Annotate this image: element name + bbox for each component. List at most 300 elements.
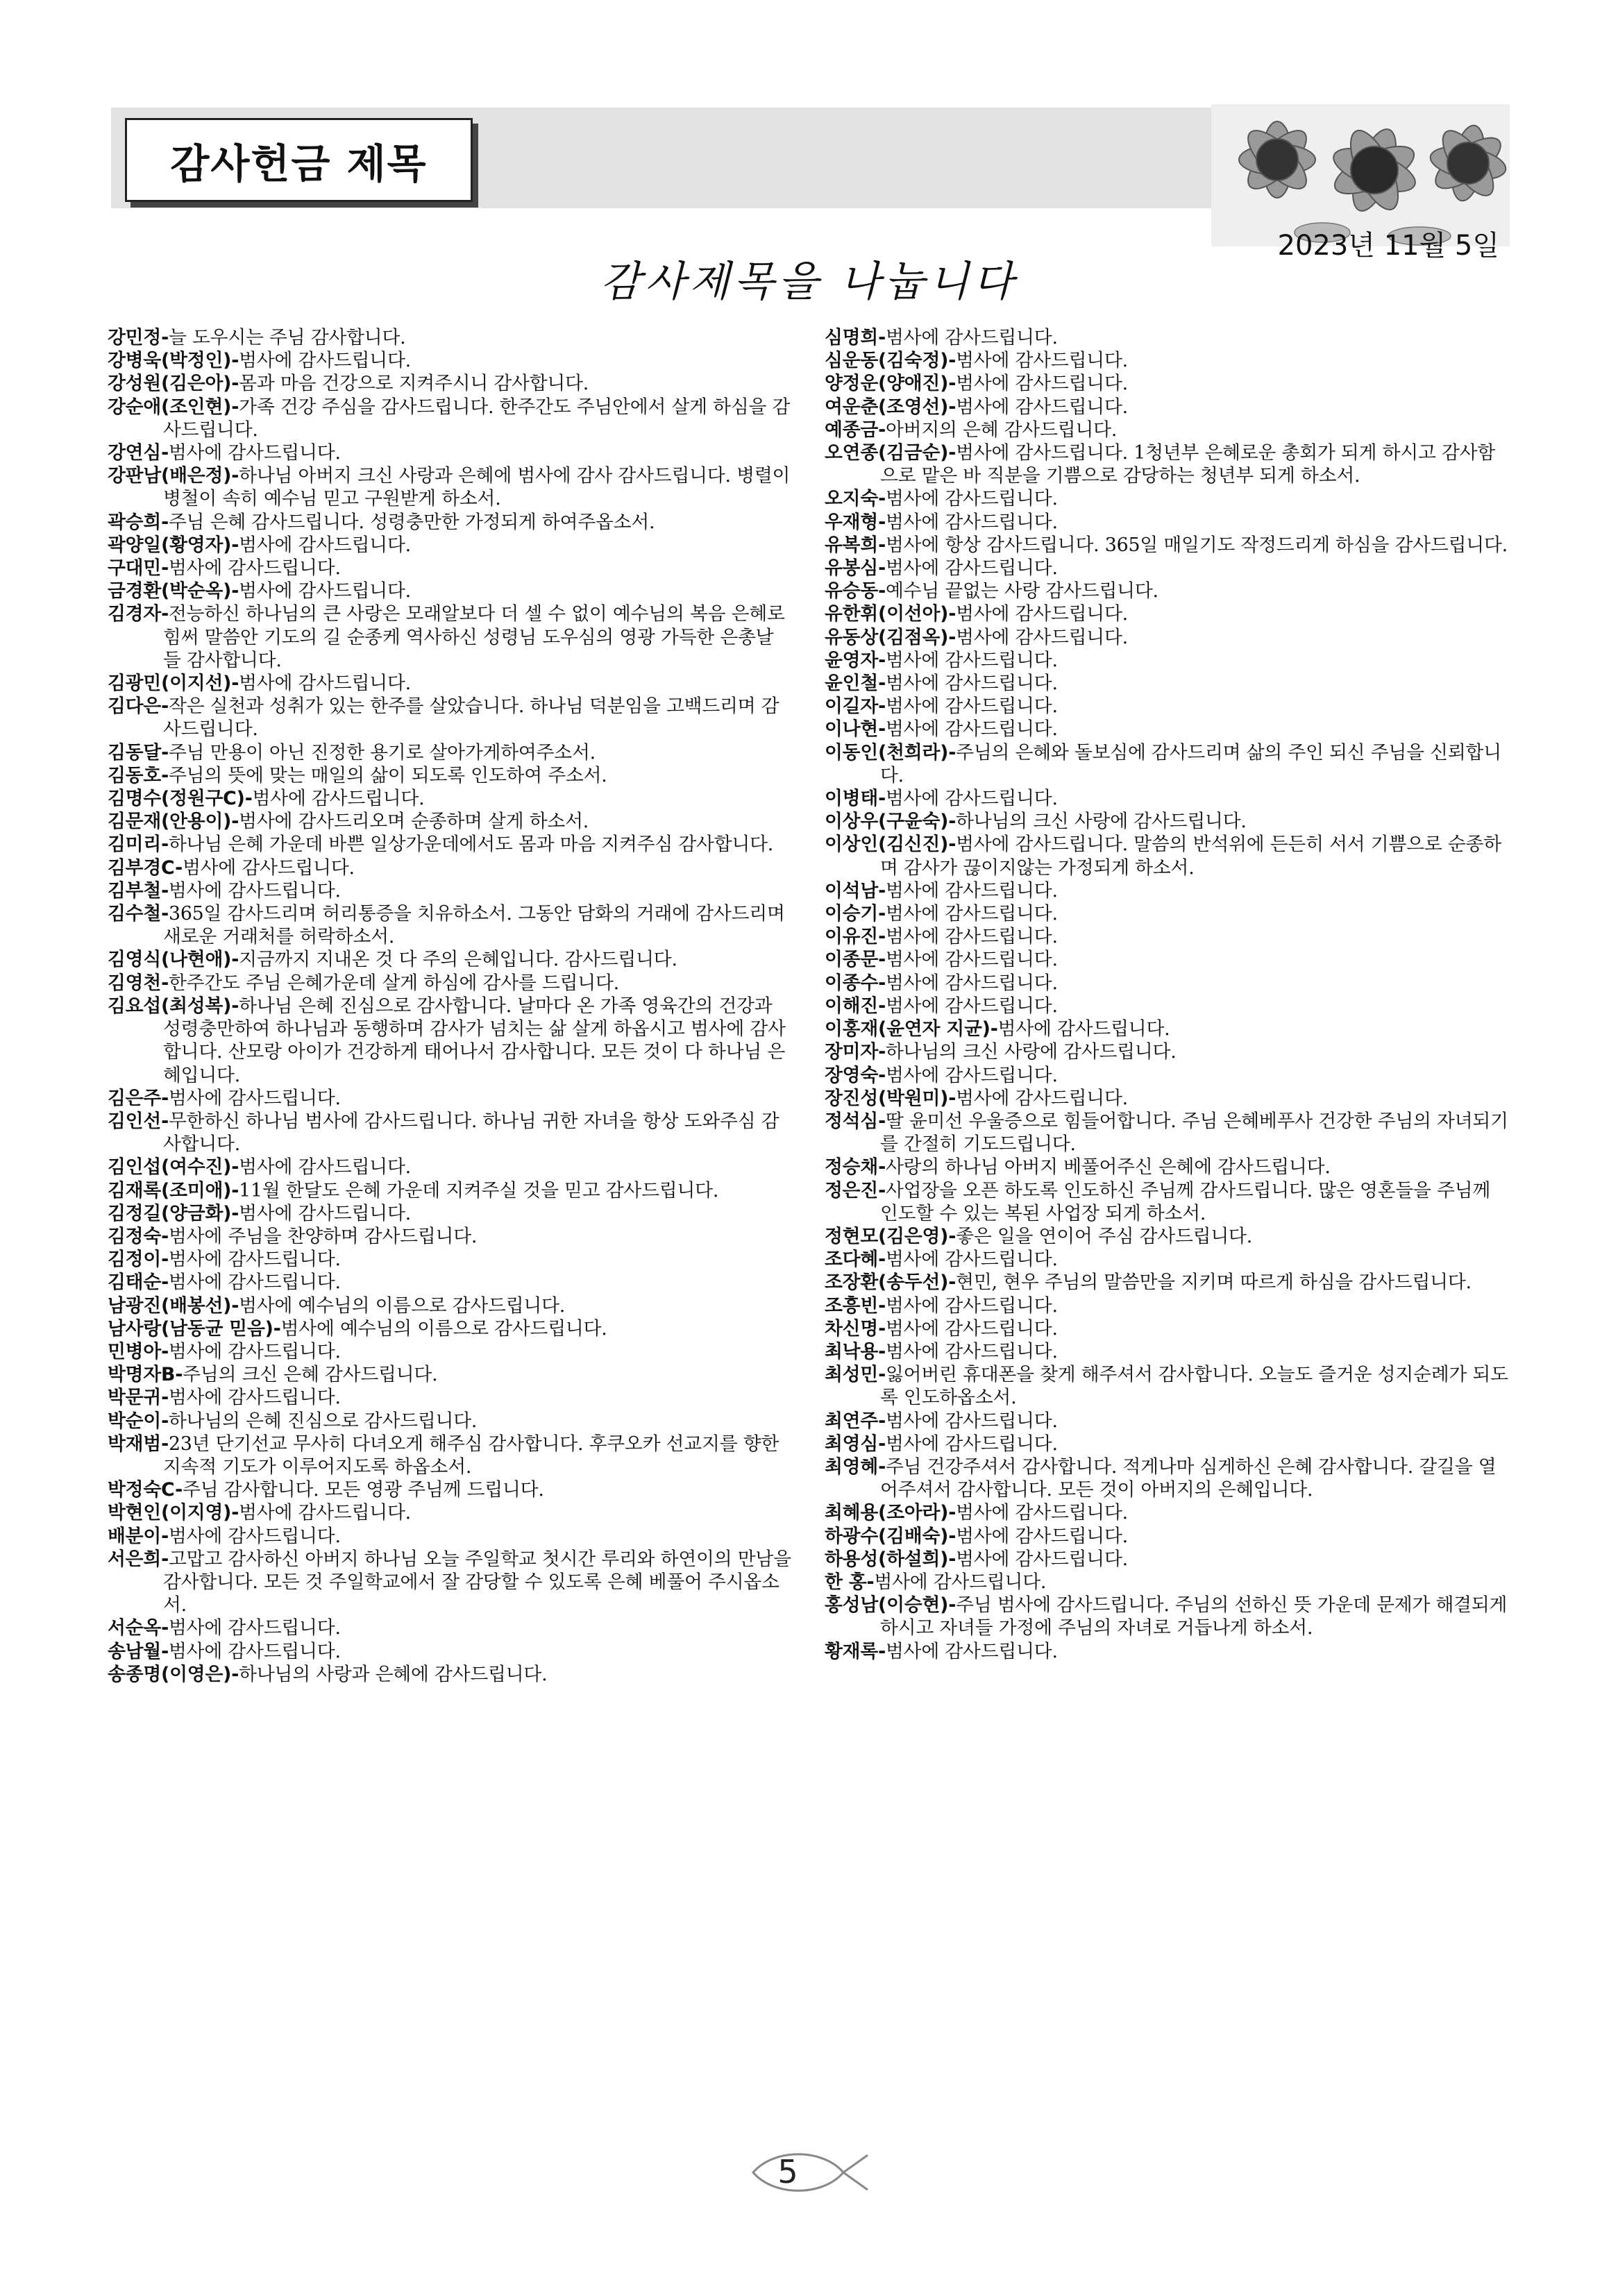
list-item	[825, 1156, 1508, 1179]
separator: -	[231, 811, 239, 833]
thanks-text: 범사에 감사드립니다.	[956, 603, 1128, 625]
donor-name: 조흥빈	[825, 1294, 879, 1317]
thanks-text: 범사에 감사드립니다.	[885, 1433, 1058, 1455]
list-item	[108, 1433, 791, 1478]
separator: -	[231, 373, 239, 395]
donor-name: 송종명(이영은)	[108, 1663, 232, 1685]
separator: -	[866, 1571, 875, 1593]
thanks-text: 아버지의 은혜 감사드립니다.	[885, 419, 1118, 441]
list-item	[108, 972, 791, 995]
separator: -	[878, 1410, 886, 1432]
thanks-text: 범사에 항상 감사드립니다. 365일 매일기도 작정드리게 하심을 감사드립니다.	[885, 534, 1508, 556]
list-item	[825, 1548, 1508, 1571]
thanks-text: 범사에 감사드립니다.	[885, 488, 1058, 510]
list-item	[825, 833, 1508, 879]
separator: -	[878, 649, 886, 671]
separator: -	[161, 327, 169, 348]
list-item	[108, 464, 791, 510]
thanks-text: 하나님의 크신 사랑에 감사드립니다.	[885, 1041, 1177, 1063]
separator: -	[161, 695, 169, 718]
thanks-text: 범사에 감사드립니다.	[168, 442, 341, 464]
separator: -	[231, 1502, 239, 1524]
donor-name: 정승채	[825, 1156, 879, 1179]
list-item	[825, 1225, 1508, 1248]
list-item	[108, 672, 791, 695]
page-number: 5	[777, 2153, 798, 2191]
thanks-text: 하나님의 은혜 진심으로 감사드립니다.	[168, 1410, 478, 1432]
separator: -	[948, 1272, 957, 1294]
donor-name: 김광민(이지선)	[108, 673, 232, 695]
donor-name: 김정길(양금화)	[108, 1202, 232, 1224]
separator: -	[161, 1410, 169, 1432]
thanks-text: 좋은 일을 연이어 주심 감사드립니다.	[956, 1225, 1253, 1247]
donor-name: 최영심	[825, 1433, 879, 1455]
donor-name: 이나현	[825, 718, 879, 741]
thanks-text: 현민, 현우 주님의 말씀만을 지키며 따르게 하심을 감사드립니다.	[956, 1272, 1472, 1294]
separator: -	[948, 373, 957, 395]
separator: -	[161, 1433, 169, 1455]
separator: -	[990, 1018, 998, 1040]
thanks-text: 범사에 감사드립니다.	[885, 718, 1058, 741]
thanks-text: 범사에 감사드립니다.	[239, 673, 411, 695]
separator: -	[878, 1249, 886, 1271]
thanks-text: 하나님 은혜 진심으로 감사합니다. 날마다 온 가족 영육간의 건강과 성령충만하여 하나님과 동행하며 감사가 넘치는 삶 살게 하옵시고 범사에 감사합니다. 산모랑 아이가 건강하게 태어나서 감사합니다. 모든 것이 다 하나님 은혜입니다.	[163, 995, 786, 1086]
donor-name: 박재범	[108, 1433, 162, 1455]
donor-name: 이홍재(윤연자 지균)	[825, 1018, 991, 1040]
list-item	[108, 1225, 791, 1248]
donor-name: 윤영자	[825, 649, 879, 671]
list-item	[108, 580, 791, 602]
list-item	[825, 580, 1508, 602]
list-item	[108, 1271, 791, 1294]
list-item	[108, 1363, 791, 1386]
separator: -	[231, 534, 239, 556]
list-item	[825, 741, 1508, 787]
thanks-text: 범사에 감사드립니다.	[885, 879, 1058, 902]
list-item	[108, 1340, 791, 1363]
separator: -	[948, 603, 957, 625]
list-item	[108, 1617, 791, 1639]
thanks-text: 범사에 예수님의 이름으로 감사드립니다.	[280, 1317, 607, 1340]
donor-name: 김동호	[108, 764, 162, 786]
donor-name: 김영식(나현애)	[108, 949, 232, 971]
separator: -	[161, 879, 169, 902]
thanks-text: 하나님의 크신 사랑에 감사드립니다.	[956, 811, 1247, 833]
list-item	[825, 1271, 1508, 1294]
thanks-text: 범사에 감사드립니다.	[885, 1294, 1058, 1317]
list-item	[108, 1110, 791, 1156]
list-item	[825, 948, 1508, 971]
thanks-text: 범사에 감사드립니다.	[239, 1202, 411, 1224]
donor-name: 서은희	[108, 1548, 162, 1570]
thanks-text: 범사에 감사드립니다.	[885, 926, 1058, 948]
separator: -	[948, 626, 957, 648]
thanks-text: 범사에 감사드립니다.	[956, 1548, 1128, 1570]
separator: -	[878, 1433, 886, 1455]
thanks-text: 범사에 감사드립니다.	[885, 649, 1058, 671]
thanks-text: 주님의 크신 은혜 감사드립니다.	[183, 1364, 438, 1386]
thanks-text: 주님의 은혜와 돌보심에 감사드리며 삶의 주인 되신 주님을 신뢰합니다.	[880, 741, 1501, 786]
list-item	[825, 349, 1508, 372]
list-item	[108, 557, 791, 580]
separator: -	[231, 396, 239, 418]
separator: -	[878, 1317, 886, 1340]
list-item	[108, 1202, 791, 1225]
list-item	[108, 349, 791, 372]
thanks-text: 사랑의 하나님 아버지 베풀어주신 은혜에 감사드립니다.	[885, 1156, 1331, 1179]
donor-name: 유승동	[825, 580, 879, 602]
thanks-text: 범사에 감사드립니다.	[239, 1156, 411, 1179]
donor-name: 곽승희	[108, 511, 162, 533]
donor-name: 이길자	[825, 695, 879, 718]
thanks-text: 범사에 감사드립니다.	[885, 788, 1058, 810]
donor-name: 김동달	[108, 741, 162, 763]
list-item	[825, 1110, 1508, 1156]
separator: -	[231, 1294, 239, 1317]
list-item	[825, 372, 1508, 395]
donor-name: 서순옥	[108, 1617, 162, 1639]
donor-name: 심운동(김숙정)	[825, 350, 949, 372]
thanks-text: 범사에 감사드립니다.	[252, 788, 425, 810]
donor-name: 이상우(구윤숙)	[825, 811, 949, 833]
donor-name: 김영천	[108, 972, 162, 994]
separator: -	[161, 1525, 169, 1547]
donor-name: 양정운(양애진)	[825, 373, 949, 395]
list-item	[825, 1594, 1508, 1639]
donor-name: 오지숙	[825, 488, 879, 510]
page-number-badge	[739, 2145, 878, 2200]
donor-name: 유동상(김점옥)	[825, 626, 949, 648]
separator: -	[161, 1087, 169, 1109]
thanks-text: 범사에 감사드립니다.	[956, 1525, 1128, 1547]
thanks-text: 범사에 감사드립니다.	[168, 1272, 341, 1294]
donor-name: 이승기	[825, 903, 879, 925]
thanks-text: 하나님의 사랑과 은혜에 감사드립니다.	[239, 1663, 548, 1685]
donor-name: 남광진(배봉선)	[108, 1294, 232, 1317]
separator: -	[161, 1617, 169, 1639]
separator: -	[948, 834, 957, 856]
donor-name: 황재록	[825, 1640, 879, 1662]
right-column	[825, 326, 1508, 1663]
donor-name: 예종금	[825, 419, 879, 441]
list-item	[108, 695, 791, 741]
separator: -	[878, 511, 886, 533]
separator: -	[878, 1340, 886, 1362]
donor-name: 김문재(안용이)	[108, 811, 232, 833]
thanks-text: 예수님 끝없는 사랑 감사드립니다.	[885, 580, 1158, 602]
list-item	[825, 1340, 1508, 1363]
separator: -	[878, 1640, 886, 1662]
donor-name: 박정숙C	[108, 1479, 176, 1501]
list-item	[108, 1317, 791, 1340]
separator: -	[161, 1387, 169, 1409]
separator: -	[878, 1179, 886, 1201]
thanks-text: 가족 건강 주심을 감사드립니다. 한주간도 주님안에서 살게 하심을 감사드립니다.	[163, 396, 791, 441]
separator: -	[175, 1479, 183, 1501]
list-item	[825, 1179, 1508, 1225]
separator: -	[878, 1064, 886, 1086]
list-item	[825, 1064, 1508, 1087]
separator: -	[231, 1663, 239, 1685]
separator: -	[878, 718, 886, 741]
thanks-text: 범사에 감사드립니다.	[956, 1502, 1128, 1524]
donor-name: 박문귀	[108, 1387, 162, 1409]
thanks-text: 주님 은혜 감사드립니다. 성령충만한 가정되게 하여주옵소서.	[168, 511, 655, 533]
thanks-text: 범사에 감사드립니다.	[997, 1018, 1170, 1040]
thanks-text: 범사에 감사드립니다.	[956, 350, 1128, 372]
separator: -	[231, 949, 239, 971]
separator: -	[273, 1317, 281, 1340]
donor-name: 이종수	[825, 972, 879, 994]
list-item	[825, 1317, 1508, 1340]
separator: -	[948, 396, 957, 418]
separator: -	[878, 972, 886, 994]
thanks-text: 지금까지 지내온 것 다 주의 은혜입니다. 감사드립니다.	[239, 949, 677, 971]
separator: -	[244, 788, 253, 810]
donor-name: 박순이	[108, 1410, 162, 1432]
donor-name: 차신명	[825, 1317, 879, 1340]
donor-name: 김미리	[108, 834, 162, 856]
thanks-text: 범사에 감사드립니다.	[885, 972, 1058, 994]
donor-name: 최혜용(조아라)	[825, 1502, 949, 1524]
donor-name: 이석남	[825, 879, 879, 902]
donor-name: 강판남(배은정)	[108, 465, 232, 487]
list-item	[108, 1663, 791, 1686]
separator: -	[878, 903, 886, 925]
donor-name: 하광수(김배숙)	[825, 1525, 949, 1547]
list-item	[825, 649, 1508, 672]
donor-name: 김은주	[108, 1087, 162, 1109]
left-column	[108, 326, 791, 1686]
separator: -	[948, 811, 957, 833]
donor-name: 여운춘(조영선)	[825, 396, 949, 418]
donor-name: 최영혜	[825, 1455, 879, 1478]
donor-name: 강성원(김은아)	[108, 373, 232, 395]
donor-name: 구대민	[108, 557, 162, 580]
separator: -	[231, 673, 239, 695]
separator: -	[175, 856, 183, 879]
list-item	[108, 534, 791, 557]
donor-name: 박명자B	[108, 1364, 176, 1386]
page-title: 감사헌금 제목	[170, 140, 428, 187]
separator: -	[161, 972, 169, 994]
list-item	[108, 787, 791, 810]
donor-name: 배분이	[108, 1525, 162, 1547]
thanks-text: 딸 윤미선 우울증으로 힘들어합니다. 주님 은혜베푸사 건강한 주님의 자녀되기를 간절히 기도드립니다.	[880, 1110, 1508, 1156]
list-item	[825, 1040, 1508, 1063]
separator: -	[231, 995, 239, 1017]
thanks-text: 범사에 감사드립니다. 1청년부 은혜로운 총회가 되게 하시고 감사함으로 맡은 바 직분을 기쁨으로 감당하는 청년부 되게 하소서.	[880, 442, 1496, 487]
list-item	[108, 1156, 791, 1179]
donor-name: 김경자	[108, 603, 162, 625]
donor-name: 정은진	[825, 1179, 879, 1201]
list-item	[825, 626, 1508, 649]
separator: -	[175, 1364, 183, 1386]
thanks-text: 범사에 감사드립니다.	[183, 856, 355, 879]
donor-name: 이해진	[825, 995, 879, 1017]
thanks-text: 범사에 감사드립니다.	[168, 1617, 341, 1639]
list-item	[825, 487, 1508, 510]
separator: -	[878, 695, 886, 718]
donor-name: 김재록(조미애)	[108, 1179, 232, 1201]
list-item	[825, 534, 1508, 557]
donor-name: 곽양일(황영자)	[108, 534, 232, 556]
donor-name: 김태순	[108, 1272, 162, 1294]
donor-name: 강병욱(박정인)	[108, 350, 232, 372]
separator: -	[948, 1594, 957, 1617]
list-item	[108, 879, 791, 902]
thanks-text: 범사에 감사드립니다.	[956, 626, 1128, 648]
list-item	[825, 1525, 1508, 1548]
list-item	[108, 1548, 791, 1617]
donor-name: 민병아	[108, 1340, 162, 1362]
separator: -	[878, 557, 886, 580]
donor-name: 이병태	[825, 788, 879, 810]
thanks-text: 늘 도우시는 주님 감사합니다.	[168, 327, 406, 348]
thanks-text: 주님 건강주셔서 감사합니다. 적게나마 심게하신 은혜 감사합니다. 갈길을 열어주셔서 감사합니다. 모든 것이 아버지의 은혜입니다.	[880, 1455, 1497, 1501]
donor-name: 장진성(박원미)	[825, 1087, 949, 1109]
list-item	[108, 326, 791, 349]
list-item	[108, 511, 791, 534]
list-item	[825, 1501, 1508, 1524]
donor-name: 김정이	[108, 1249, 162, 1271]
list-item	[825, 1363, 1508, 1409]
donor-name: 이종문	[825, 949, 879, 971]
list-item	[108, 995, 791, 1087]
subtitle: 감사제목을 나눕니다	[600, 258, 1018, 306]
separator: -	[878, 788, 886, 810]
separator: -	[878, 580, 886, 602]
thanks-text: 11월 한달도 은혜 가운데 지켜주실 것을 믿고 감사드립니다.	[239, 1179, 719, 1201]
list-item	[825, 441, 1508, 487]
donor-name: 최성민	[825, 1364, 879, 1386]
separator: -	[161, 1249, 169, 1271]
list-item	[108, 1179, 791, 1202]
list-item	[825, 1571, 1508, 1594]
list-item	[825, 396, 1508, 419]
thanks-text: 23년 단기선교 무사히 다녀오게 해주심 감사합니다. 후쿠오카 선교지를 향한 지속적 기도가 이루어지도록 하옵소서.	[163, 1433, 779, 1478]
separator: -	[948, 741, 957, 763]
list-item	[108, 764, 791, 787]
thanks-text: 범사에 감사드립니다.	[956, 373, 1128, 395]
donor-name: 김요섭(최성복)	[108, 995, 232, 1017]
donor-name: 강순애(조인현)	[108, 396, 232, 418]
thanks-text: 범사에 감사드립니다.	[885, 695, 1058, 718]
thanks-text: 주님 범사에 감사드립니다. 주님의 선하신 뜻 가운데 문제가 해결되게 하시고 자녀들 가정에 주님의 자녀로 거듭나게 하소서.	[880, 1594, 1508, 1639]
list-item	[108, 1410, 791, 1433]
list-item	[108, 1525, 791, 1548]
donor-name: 정석심	[825, 1110, 879, 1132]
thanks-text: 범사에 감사드립니다.	[239, 534, 411, 556]
list-item	[108, 810, 791, 833]
thanks-text: 범사에 감사드립니다.	[885, 1410, 1058, 1432]
separator: -	[878, 1156, 886, 1179]
list-item	[825, 902, 1508, 925]
thanks-text: 범사에 감사드립니다.	[956, 396, 1128, 418]
thanks-text: 범사에 감사드립니다.	[168, 1387, 341, 1409]
separator: -	[161, 557, 169, 580]
list-item	[825, 1248, 1508, 1271]
list-item	[825, 419, 1508, 441]
separator: -	[231, 1202, 239, 1224]
list-item	[825, 810, 1508, 833]
donor-name: 최낙용	[825, 1340, 879, 1362]
separator: -	[878, 1041, 886, 1063]
separator: -	[161, 442, 169, 464]
list-item	[108, 1248, 791, 1271]
list-item	[108, 1386, 791, 1409]
list-item	[825, 972, 1508, 995]
list-item	[108, 856, 791, 879]
thanks-text: 범사에 감사드립니다.	[885, 903, 1058, 925]
thanks-text: 범사에 감사드립니다.	[168, 1525, 341, 1547]
list-item	[825, 672, 1508, 695]
thanks-text: 범사에 감사드립니다.	[885, 557, 1058, 580]
donor-name: 하용성(하설희)	[825, 1548, 949, 1570]
donor-name: 유한휘(이선아)	[825, 603, 949, 625]
donor-name: 조다혜	[825, 1249, 879, 1271]
thanks-text: 주님 만용이 아닌 진정한 용기로 살아가게하여주소서.	[168, 741, 596, 763]
thanks-text: 범사에 감사드립니다.	[885, 949, 1058, 971]
separator: -	[161, 1548, 169, 1570]
separator: -	[878, 488, 886, 510]
separator: -	[878, 1364, 886, 1386]
list-item	[825, 1294, 1508, 1317]
donor-name: 유복희	[825, 534, 879, 556]
separator: -	[948, 1225, 957, 1247]
donor-name: 김인섭(여수진)	[108, 1156, 232, 1179]
thanks-text: 작은 실천과 성취가 있는 한주를 살았습니다. 하나님 덕분임을 고백드리며 감사드립니다.	[163, 695, 779, 741]
thanks-text: 사업장을 오픈 하도록 인도하신 주님께 감사드립니다. 많은 영혼들을 주님께 인도할 수 있는 복된 사업장 되게 하소서.	[880, 1179, 1491, 1224]
separator: -	[231, 1179, 239, 1201]
list-item	[108, 602, 791, 672]
thanks-text: 범사에 주님을 찬양하며 감사드립니다.	[168, 1225, 478, 1247]
list-item	[108, 741, 791, 764]
donor-name: 이상인(김신진)	[825, 834, 949, 856]
list-item	[825, 1087, 1508, 1110]
separator: -	[878, 926, 886, 948]
donor-name: 강민정	[108, 327, 162, 348]
donor-name: 김수철	[108, 903, 162, 925]
separator: -	[161, 741, 169, 763]
separator: -	[161, 1225, 169, 1247]
list-item	[108, 902, 791, 948]
donor-name: 심명희	[825, 327, 879, 348]
separator: -	[878, 1455, 886, 1478]
donor-name: 김다은	[108, 695, 162, 718]
donor-name: 조장환(송두선)	[825, 1272, 949, 1294]
list-item	[825, 787, 1508, 810]
separator: -	[948, 350, 957, 372]
list-item	[108, 948, 791, 971]
donor-name: 이유진	[825, 926, 879, 948]
list-item	[108, 396, 791, 441]
separator: -	[948, 1087, 957, 1109]
list-item	[825, 1433, 1508, 1455]
separator: -	[161, 1272, 169, 1294]
thanks-text: 범사에 감사드립니다.	[168, 879, 341, 902]
list-item	[825, 602, 1508, 625]
donor-name: 최연주	[825, 1410, 879, 1432]
list-item	[825, 718, 1508, 741]
thanks-text: 범사에 감사드립니다.	[168, 1340, 341, 1362]
list-item	[825, 1018, 1508, 1040]
list-item	[825, 995, 1508, 1018]
thanks-text: 범사에 감사드립니다.	[168, 1087, 341, 1109]
thanks-text: 범사에 감사드립니다.	[168, 1249, 341, 1271]
donor-name: 김부철	[108, 879, 162, 902]
thanks-text: 범사에 감사드립니다.	[885, 1640, 1058, 1662]
